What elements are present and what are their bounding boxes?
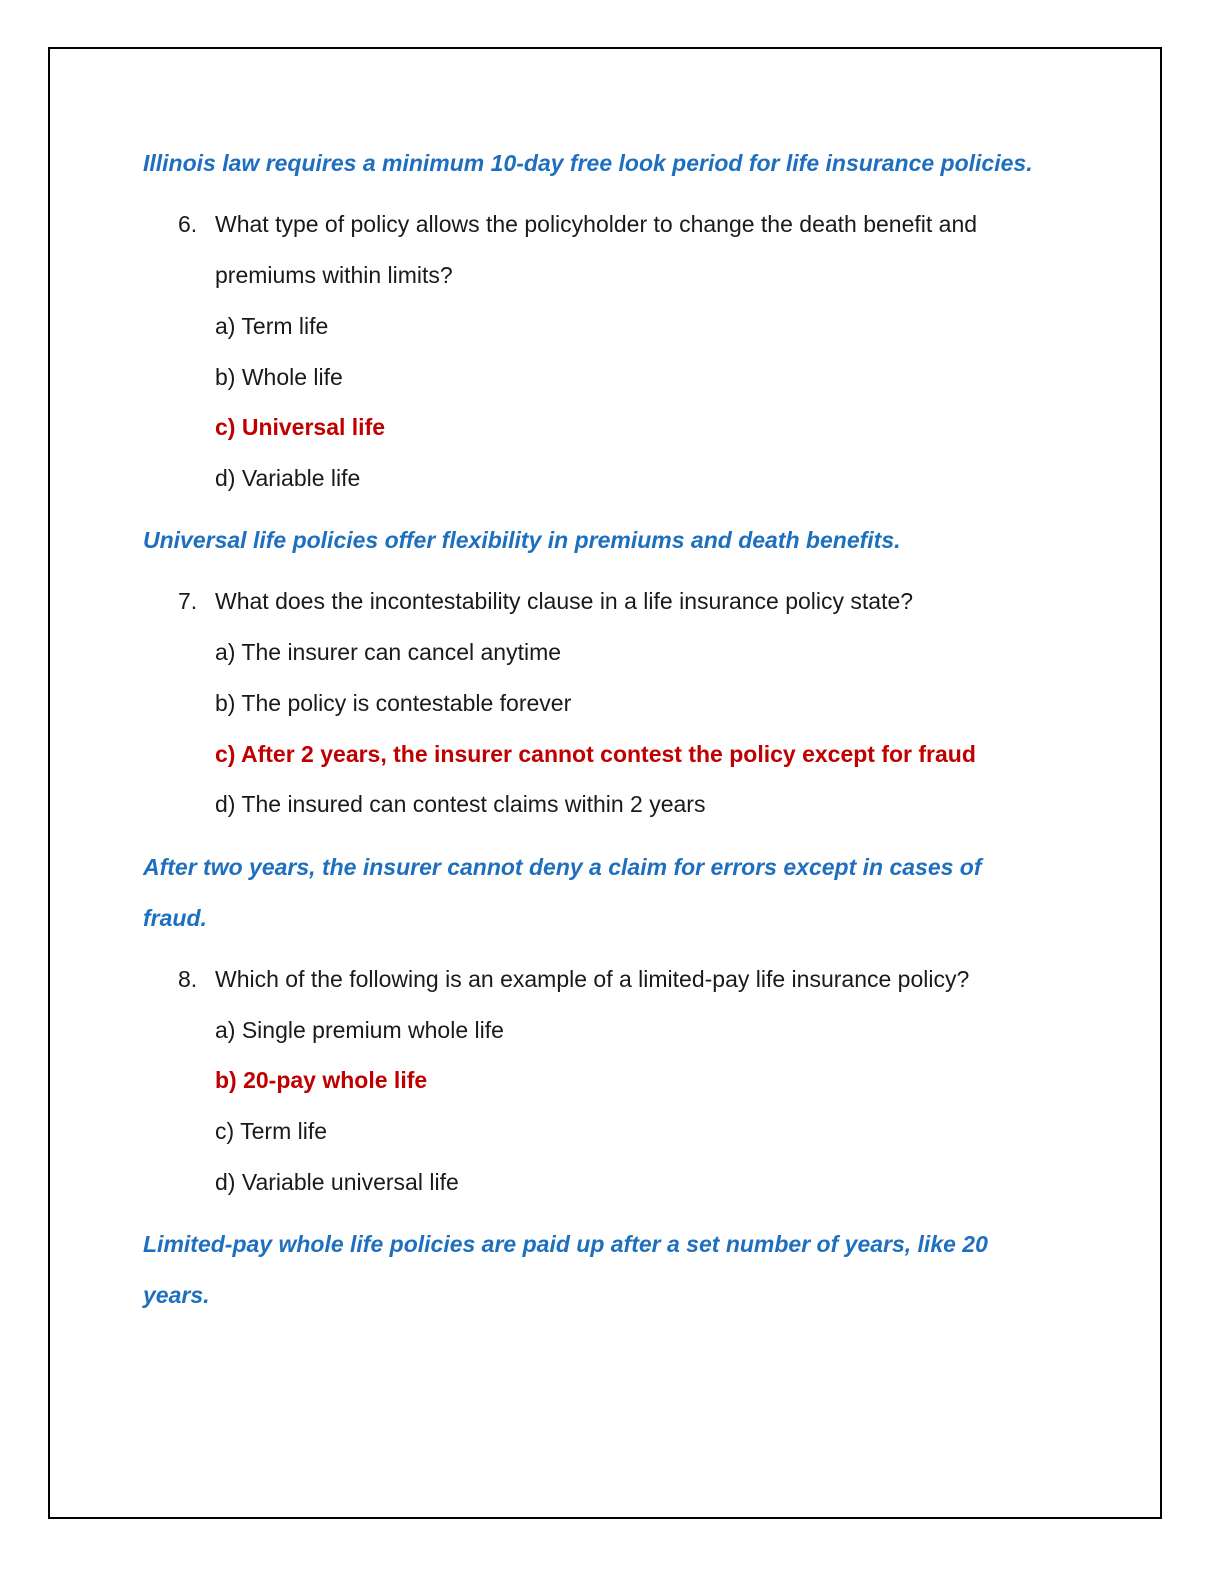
option-d: d) The insured can contest claims within 2 years: [215, 791, 706, 818]
question-7: [143, 576, 1043, 627]
question-number: 7.: [178, 588, 198, 615]
answer-explanation: Limited-pay whole life policies are paid up after a set number of years, like 20 years.: [143, 1231, 988, 1309]
option-c-correct: c) Universal life: [215, 414, 386, 441]
option-d: d) Variable universal life: [215, 1168, 459, 1195]
options-list: [143, 1005, 1043, 1207]
intro-explanation: Illinois law requires a minimum 10-day free look period for life insurance policies.: [143, 150, 1033, 176]
option-a: a) Term life: [215, 313, 329, 339]
answer-explanation: After two years, the insurer cannot deny a claim for errors except in cases of fraud.: [143, 853, 982, 931]
options-list: [143, 627, 1043, 829]
question-block-6: [143, 199, 1043, 566]
question-block-7: [143, 576, 1043, 943]
question-6: [143, 199, 1043, 301]
option-b: b) Whole life: [215, 363, 343, 390]
question-number: 8.: [178, 965, 198, 992]
question-text: What type of policy allows the policyholder to change the death benefit and premiums within limits?: [215, 211, 978, 288]
options-list: [143, 301, 1043, 503]
option-b: b) The policy is contestable forever: [215, 689, 572, 716]
option-c-correct: c) After 2 years, the insurer cannot contest the policy except for fraud: [215, 740, 976, 767]
answer-explanation: Universal life policies offer flexibility in premiums and death benefits.: [143, 527, 901, 554]
option-b-correct: b) 20-pay whole life: [215, 1067, 428, 1094]
document-content: [143, 138, 1043, 1331]
option-a: a) The insurer can cancel anytime: [215, 639, 562, 666]
question-8: [143, 954, 1043, 1005]
question-text: What does the incontestability clause in a life insurance policy state?: [215, 588, 914, 615]
option-d: d) Variable life: [215, 464, 361, 491]
question-text: Which of the following is an example of a limited-pay life insurance policy?: [215, 965, 970, 992]
option-a: a) Single premium whole life: [215, 1016, 504, 1043]
question-block-8: [143, 954, 1043, 1321]
question-number: 6.: [178, 211, 198, 237]
option-c: c) Term life: [215, 1117, 328, 1144]
